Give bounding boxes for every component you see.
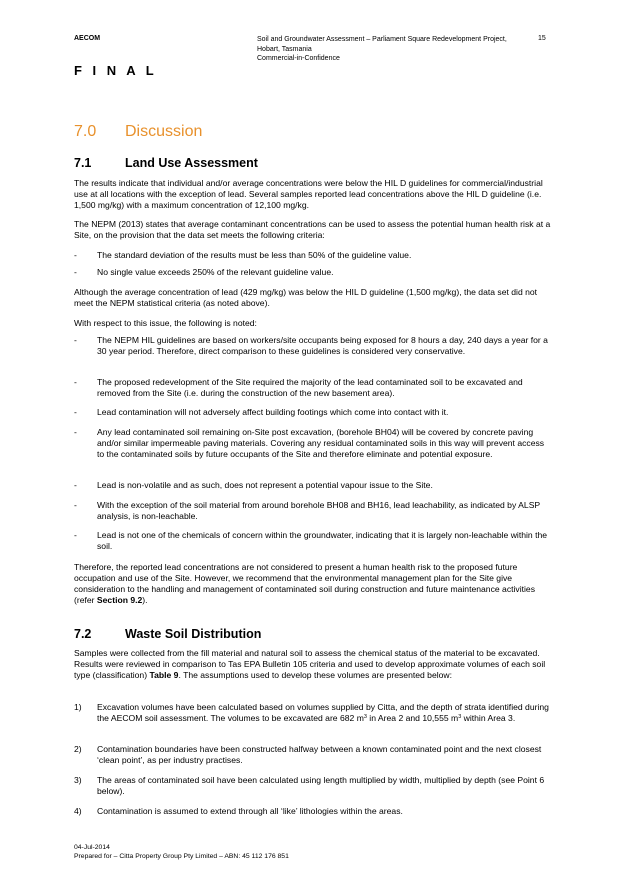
bullet-marker: - [74,335,77,345]
document-status: F I N A L [74,63,158,78]
paragraph: The NEPM (2013) states that average contaminant concentrations can be used to assess the potential human health risk at a Site, on the provision that the data set meets the following criteria: [74,219,551,240]
bullet-marker: - [74,480,77,490]
subsection-title: Waste Soil Distribution [125,627,262,641]
subsection-number: 7.2 [74,627,92,641]
numbered-item-text: The areas of contaminated soil have been calculated using length multiplied by width, multiplied by depth (see Point 6 below). [97,775,545,796]
list-item [74,267,552,278]
number-marker: 4) [74,806,82,816]
list-item [74,335,552,357]
numbered-item-text: Contamination is assumed to extend through all ‘like’ lithologies within the areas. [97,806,403,816]
footer-date: 04-Jul-2014 [74,844,110,851]
header-page-number: 15 [538,35,546,42]
subsection-title: Land Use Assessment [125,156,258,170]
list-item-text: Lead is not one of the chemicals of concern within the groundwater, indicating that it is largely non-leachable within the soil. [97,530,548,551]
list-item-text: Lead contamination will not adversely affect building footings which come into contact with it. [97,407,449,417]
paragraph [74,562,552,606]
list-item [74,377,552,399]
paragraph [74,648,552,681]
subsection-heading-7-2 [74,627,261,641]
paragraph: Although the average concentration of lead (429 mg/kg) was below the HIL D guideline (1,500 mg/kg), the data set did not meet the NEPM statistical criteria (as noted above). [74,287,538,308]
list-item-text: The standard deviation of the results must be less than 50% of the guideline value. [97,250,412,260]
section-number: 7.0 [74,123,97,140]
paragraph-text: ). [142,595,148,605]
bullet-marker: - [74,500,77,510]
list-item-text: No single value exceeds 250% of the relevant guideline value. [97,267,334,277]
bullet-marker: - [74,530,77,540]
bullet-marker: - [74,427,77,437]
superscript: 3 [363,714,367,720]
list-item-text: The proposed redevelopment of the Site required the majority of the lead contaminated soil to be excavated and removed from the Site (i.e. during the construction of the new basement area). [97,377,523,398]
numbered-item [74,775,552,797]
bullet-marker: - [74,377,77,387]
footer-prepared-for: Prepared for – Citta Property Group Pty Limited – ABN: 45 112 176 851 [74,853,289,860]
list-item [74,427,552,460]
header-project-title: Soil and Groundwater Assessment – Parliament Square Redevelopment Project, Hobart, Tasmania [257,36,507,53]
section-heading [74,123,202,141]
paragraph-text: . The assumptions used to develop these volumes are presented below: [178,670,453,680]
number-marker: 2) [74,744,82,754]
paragraph-text: Samples were collected from the fill material and natural soil to assess the chemical status of the material to be excavated. Results were reviewed in comparison to Tas EPA Bulletin 105 criteria and used to develop approximate volumes of each soil type (classification) [74,648,546,680]
header-title [257,35,527,64]
list-item-text: With the exception of the soil material from around borehole BH08 and BH16, lead leachability, as indicated by ALSP analysis, is non-leachable. [97,500,540,521]
numbered-item-text [97,702,552,724]
section-reference: Section 9.2 [96,595,143,605]
list-item [74,530,552,552]
list-item [74,407,552,418]
number-marker: 3) [74,775,82,785]
list-item [74,480,552,491]
subsection-number: 7.1 [74,156,92,170]
paragraph: The results indicate that individual and/or average concentrations were below the HIL D guidelines for commercial/industrial use at all locations with the exception of lead. Several samples reported lead concentrations above the HIL D guideline (i.e. 1,500 mg/kg) with a maximum concentration of 12,100 mg/kg. [74,178,543,210]
paragraph: With respect to this issue, the following is noted: [74,318,257,328]
section-title: Discussion [125,123,203,140]
list-item-text: The NEPM HIL guidelines are based on workers/site occupants being exposed for 8 hours a day, 240 days a year for a 30 year period. Therefore, direct comparison to these guidelines is considered very conservative. [97,335,548,356]
item-text: within Area 3. [461,713,516,723]
bullet-marker: - [74,407,77,417]
table-reference: Table 9 [149,670,179,680]
paragraph-text: Therefore, the reported lead concentrations are not considered to present a human health risk to the proposed future occupation and use of the Site. However, we recommend that the environmental management plan for the Site give consideration to the handling and management of contaminated soil during construction and future maintenance activities (refer [74,562,536,605]
numbered-item [74,702,552,724]
item-text: Excavation volumes have been calculated based on volumes supplied by Citta, and the depth of strata identified during the AECOM soil assessment. The volumes to be excavated are 682 m [97,702,549,723]
list-item-text: Any lead contaminated soil remaining on-Site post excavation, (borehole BH04) will be covered by concrete paving and/or similar impermeable paving materials. Covering any residual contaminated soils in this way will prevent access to the contaminated soils by future occupants of the Site and therefore eliminate and potential exposure. [97,427,545,459]
numbered-item [74,744,552,766]
number-marker: 1) [74,702,82,712]
bullet-marker: - [74,250,77,260]
header-company: AECOM [74,35,101,42]
list-item [74,250,552,261]
list-item-text: Lead is non-volatile and as such, does not represent a potential vapour issue to the Site. [97,480,433,490]
header-confidentiality: Commercial-in-Confidence [257,55,340,62]
superscript: 3 [458,714,462,720]
numbered-item-text: Contamination boundaries have been constructed halfway between a known contaminated point and the next closest ‘clean point’, as per industry practises. [97,744,542,765]
bullet-marker: - [74,267,77,277]
list-item [74,500,552,522]
item-text: in Area 2 and 10,555 m [366,713,459,723]
subsection-heading-7-1 [74,156,258,170]
numbered-item [74,806,552,817]
